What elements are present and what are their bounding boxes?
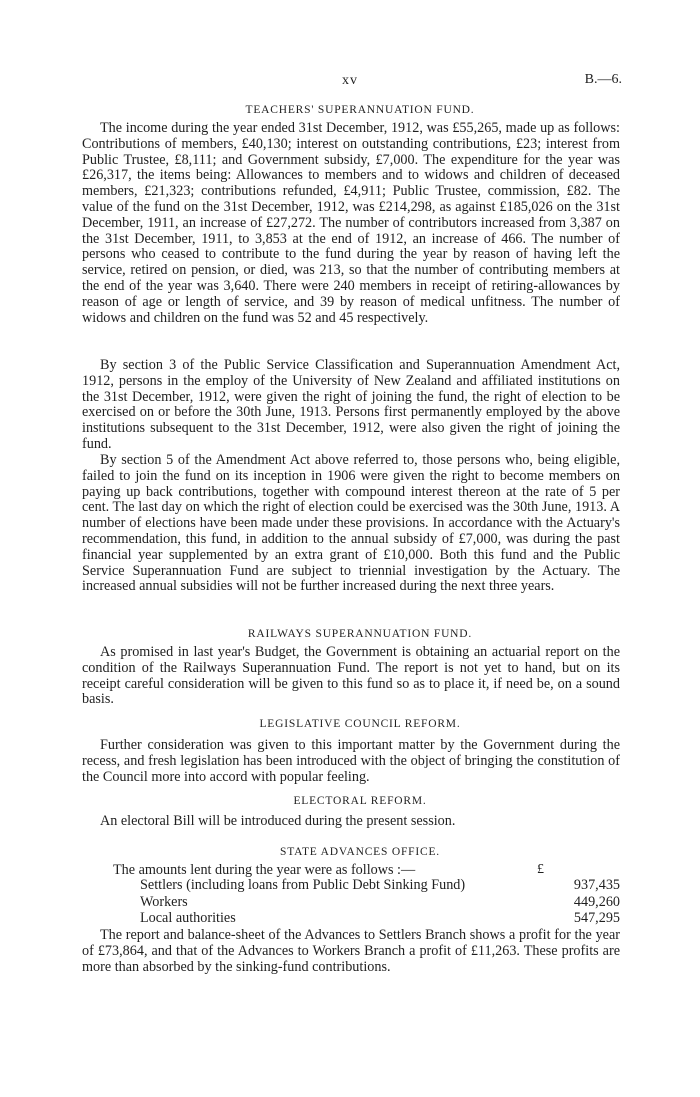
paragraph-legislative: Further consideration was given to this important matter by the Government during the recess, and fresh legislation has been introduced with the object of bringing the constitution of the Council more into accord with popular feeling. bbox=[82, 737, 620, 785]
paragraph-railways: As promised in last year's Budget, the Government is obtaining an actuarial report on the condition of the Railways Superannuation Fund. The report is not yet to hand, but on its receipt careful consideration will be given to this fund so as to place it, if need be, on a sound basis. bbox=[82, 644, 620, 708]
paragraph-electoral: An electoral Bill will be introduced during the present session. bbox=[100, 813, 456, 829]
paragraph-state-advances-profit: The report and balance-sheet of the Advances to Settlers Branch shows a profit for the year of £73,864, and that of the Advances to Workers Branch a profit of £11,263. These profits are more than absorbed by the sinking-fund contributions. bbox=[82, 927, 620, 975]
row-value: 449,260 bbox=[573, 893, 620, 910]
paragraph-teachers-section5: By section 5 of the Amendment Act above referred to, those persons who, being eligible, failed to join the fund on its inception in 1906 were given the right to become members on paying up back contributions, together with compound interest thereon at the rate of 5 per cent. The last day on which the right of election could be exercised was the 30th June, 1913. A number of elections have been made under these provisions. In accordance with the Actuary's recommendation, this fund, in addition to the annual subsidy of £7,000, was during the past financial year supplemented by an extra grant of £10,000. Both this fund and the Public Service Superannuation Fund are subject to triennial investigation by the Actuary. The increased annual subsidies will not be further increased during the next three years. bbox=[82, 452, 620, 595]
row-value: 937,435 bbox=[573, 877, 620, 893]
heading-legislative-reform: LEGISLATIVE COUNCIL REFORM. bbox=[259, 718, 461, 730]
row-label: Workers bbox=[140, 893, 188, 910]
row-value: 547,295 bbox=[573, 910, 620, 926]
currency-header: £ bbox=[537, 862, 544, 877]
page-number: xv bbox=[342, 73, 358, 88]
row-label: Settlers (including loans from Public Debt Sinking Fund) bbox=[140, 877, 466, 893]
paragraph-teachers-income: The income during the year ended 31st December, 1912, was £55,265, made up as follows: Contributions of members, £40,130; interest on outstanding contributions, £23; interest from Public Trustee, £8,111; and Government subsidy, £7,000. The expenditure for the year was £26,317, the items being: Allowances to members and to widows and children of deceased members, £21,323; contributions refunded, £4,911; Public Trustee, commission, £82. The value of the fund on the 31st December, 1912, was £214,298, as against £185,026 on the 31st December, 1911, an increase of £27,272. The number of contributors increased from 3,387 on the 31st December, 1911, to 3,853 at the end of 1912, an increase of 466. The number of persons who ceased to contribute to the fund during the year by reason of having left the service, retired on pension, or died, was 213, so that the number of contributing members at the end of the year was 3,640. There were 240 members in receipt of retiring-allowances by reason of age or length of service, and 39 by reason of medical unfitness. The number of widows and children on the fund was 52 and 45 respectively. bbox=[82, 120, 620, 326]
table-row bbox=[140, 877, 620, 894]
state-advances-intro: The amounts lent during the year were as follows :— bbox=[113, 862, 416, 878]
heading-railways-fund: RAILWAYS SUPERANNUATION FUND. bbox=[247, 628, 473, 640]
document-reference: B.—6. bbox=[584, 72, 622, 87]
table-row bbox=[140, 910, 620, 927]
table-row bbox=[140, 894, 620, 911]
heading-electoral-reform: ELECTORAL REFORM. bbox=[293, 795, 427, 807]
paragraph-teachers-section3: By section 3 of the Public Service Classification and Superannuation Amendment Act, 1912, persons in the employ of the University of New Zealand and affiliated institutions on the 31st December, 1912, were given the right of joining the fund, the right of election to be exercised on or before the 30th June, 1913. Persons first permanently employed by the above institutions subsequent to the 31st December, 1912, were also given the right of joining the fund. bbox=[82, 357, 620, 452]
row-label: Local authorities bbox=[140, 910, 236, 926]
heading-teachers-fund: TEACHERS' SUPERANNUATION FUND. bbox=[245, 104, 475, 116]
amounts-lent-table bbox=[140, 877, 620, 927]
heading-state-advances: STATE ADVANCES OFFICE. bbox=[280, 846, 440, 858]
